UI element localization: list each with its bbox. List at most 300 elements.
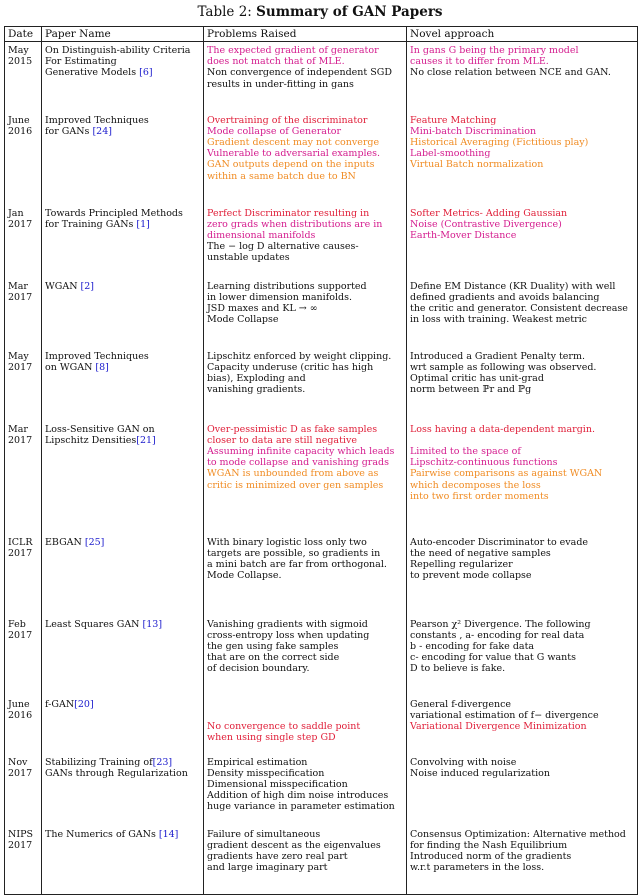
line-text: Loss-Sensitive GAN on (45, 423, 155, 435)
approach-line (410, 559, 634, 570)
cell-problems-raised (204, 534, 407, 616)
header-problems-raised: Problems Raised (204, 27, 407, 42)
line-text: Virtual Batch normalization (410, 159, 544, 171)
line-text: the need of negative samples (410, 547, 551, 559)
line-text: for Training GANs (45, 218, 137, 230)
problems-line (207, 757, 403, 768)
line-text: Capacity underuse (critic has high (207, 361, 374, 373)
date-line: June (8, 698, 30, 710)
date-line: June (8, 114, 30, 126)
line-text: into two first order moments (410, 490, 549, 502)
problems-line (207, 351, 403, 362)
problems-line (207, 230, 403, 241)
problems-line (207, 721, 403, 732)
line-text: norm between ℙr and ℙg (410, 384, 532, 396)
line-text: constants , a- encoding for real data (410, 629, 585, 641)
date-line: Nov (8, 756, 28, 768)
problems-line (207, 435, 403, 446)
approach-line (410, 630, 634, 641)
gan-papers-table (4, 26, 638, 895)
cell-problems-raised (204, 205, 407, 278)
paper-line (45, 45, 200, 56)
line-text: closer to data are still negative (207, 434, 357, 446)
problems-line (207, 281, 403, 292)
approach-line (410, 768, 634, 779)
line-text: Improved Techniques (45, 114, 149, 126)
approach-line (410, 641, 634, 652)
line-text: gradient descent as the eigenvalues (207, 839, 381, 851)
paper-line (45, 219, 200, 230)
line-text: bias), Exploding and (207, 372, 306, 384)
line-text: WGAN (45, 280, 81, 292)
date-line: 2015 (8, 56, 33, 68)
problems-line (207, 641, 403, 652)
line-text: f-GAN (45, 698, 75, 710)
line-text: Consensus Optimization: Alternative method (410, 828, 626, 840)
line-text: Assuming infinite capacity which leads (207, 445, 395, 457)
citation-link[interactable]: [13] (142, 618, 163, 630)
cell-date (5, 112, 42, 205)
approach-line (410, 373, 634, 384)
approach-line (410, 148, 634, 159)
line-text: targets are possible, so gradients in (207, 547, 381, 559)
problems-line (207, 137, 403, 148)
date-line: 2017 (8, 291, 33, 303)
line-text: Overtraining of the discriminator (207, 114, 368, 126)
line-text: huge variance in parameter estimation (207, 801, 395, 813)
line-text: Feature Matching (410, 114, 497, 126)
cell-paper-name (42, 754, 204, 826)
paper-line (45, 126, 200, 137)
problems-line (207, 303, 403, 314)
line-text: For Estimating (45, 56, 117, 68)
line-text: the gen using fake samples (207, 640, 339, 652)
cell-novel-approach (407, 616, 638, 696)
problems-line (207, 537, 403, 548)
citation-link[interactable]: [14] (158, 828, 179, 840)
problems-line (207, 480, 403, 491)
cell-problems-raised (204, 421, 407, 534)
line-text: and large imaginary part (207, 862, 328, 874)
problems-line (207, 652, 403, 663)
line-text: Generative Models (45, 67, 140, 79)
problems-line (207, 384, 403, 395)
caption-title: Summary of GAN Papers (256, 4, 443, 20)
approach-line (410, 384, 634, 395)
line-text: vanishing gradients. (207, 384, 306, 396)
table-row (5, 534, 638, 616)
line-text: Mode collapse of Generator (207, 125, 342, 137)
line-text: to prevent mode collapse (410, 570, 532, 582)
line-text: Dimensional misspecification (207, 778, 348, 790)
cell-date (5, 278, 42, 348)
line-text: Vulnerable to adversarial examples. (207, 148, 381, 160)
line-text: Addition of high dim noise introduces (207, 790, 389, 802)
cell-date (5, 616, 42, 696)
line-text: for finding the Nash Equilibrium (410, 839, 568, 851)
approach-line (410, 362, 634, 373)
line-text: Convolving with noise (410, 756, 517, 768)
citation-link[interactable]: [20] (74, 698, 94, 710)
problems-line (207, 619, 403, 630)
problems-line (207, 241, 403, 252)
approach-line (410, 619, 634, 630)
date-line: May (8, 350, 29, 362)
line-text: within a same batch due to BN (207, 170, 356, 182)
problems-line (207, 252, 403, 263)
problems-line (207, 67, 403, 78)
line-text: JSD maxes and KL → ∞ (207, 302, 318, 314)
line-text: WGAN is unbounded from above as (207, 468, 379, 480)
line-text: On Distinguish-ability Criteria (45, 45, 191, 56)
problems-line (207, 446, 403, 457)
cell-novel-approach (407, 754, 638, 826)
line-text: Failure of simultaneous (207, 828, 321, 840)
table-body (5, 42, 638, 895)
approach-line (410, 446, 634, 457)
approach-line (410, 115, 634, 126)
line-text: Density misspecification (207, 767, 325, 779)
approach-line (410, 281, 634, 292)
line-text: which decomposes the loss (410, 479, 541, 491)
line-text: No convergence to saddle point (207, 720, 361, 732)
line-text: Non convergence of independent SGD (207, 67, 392, 79)
approach-line (410, 56, 634, 67)
cell-novel-approach (407, 826, 638, 895)
date-line: Feb (8, 618, 26, 630)
line-text: results in under-fitting in gans (207, 78, 354, 90)
paper-line (45, 435, 200, 446)
paper-line (45, 829, 200, 840)
line-text: Repelling regularizer (410, 558, 513, 570)
problems-line (207, 45, 403, 56)
problems-line (207, 115, 403, 126)
cell-date (5, 534, 42, 616)
problems-line (207, 570, 403, 581)
cell-paper-name (42, 278, 204, 348)
approach-line (410, 303, 634, 314)
line-text: Improved Techniques (45, 350, 149, 362)
line-text: The expected gradient of generator (207, 45, 379, 56)
cell-paper-name (42, 534, 204, 616)
date-line: 2017 (8, 361, 33, 373)
line-text: causes it to differ from MLE. (410, 56, 549, 68)
line-text: to mode collapse and vanishing grads (207, 457, 389, 469)
line-text: Lipschitz enforced by weight clipping. (207, 350, 392, 362)
header-paper-name: Paper Name (42, 27, 204, 42)
table-row (5, 826, 638, 895)
approach-line (410, 137, 634, 148)
approach-line (410, 351, 634, 362)
problems-line (207, 699, 403, 710)
paper-line (45, 757, 200, 768)
problems-line (207, 373, 403, 384)
paper-line (45, 56, 200, 67)
line-text: Empirical estimation (207, 756, 308, 768)
cell-paper-name (42, 696, 204, 754)
cell-problems-raised (204, 826, 407, 895)
paper-line (45, 351, 200, 362)
cell-paper-name (42, 348, 204, 421)
line-text: Limited to the space of (410, 445, 521, 457)
line-text: Label-smoothing (410, 148, 491, 160)
line-text: The − log D alternative causes- (207, 241, 359, 253)
table-row (5, 696, 638, 754)
line-text: Gradient descent may not converge (207, 136, 380, 148)
citation-link[interactable]: [1] (136, 218, 150, 230)
line-text: in loss with training. Weakest metric (410, 314, 588, 326)
paper-line (45, 537, 200, 548)
citation-link[interactable]: [25] (84, 536, 105, 548)
citation-link[interactable]: [2] (80, 280, 95, 292)
cell-novel-approach (407, 205, 638, 278)
line-text: Perfect Discriminator resulting in (207, 207, 370, 219)
approach-line (410, 721, 634, 732)
problems-line (207, 548, 403, 559)
line-text: Mode Collapse. (207, 570, 282, 582)
paper-line (45, 768, 200, 779)
cell-date (5, 421, 42, 534)
line-text: GANs through Regularization (45, 767, 188, 779)
problems-line (207, 732, 403, 743)
problems-line (207, 292, 403, 303)
cell-novel-approach (407, 421, 638, 534)
line-text: for GANs (45, 125, 93, 137)
line-text: Historical Averaging (Fictitious play) (410, 136, 589, 148)
problems-line (207, 424, 403, 435)
citation-link[interactable]: [6] (139, 67, 153, 79)
problems-line (207, 468, 403, 479)
cell-novel-approach (407, 534, 638, 616)
line-text: defined gradients and avoids balancing (410, 291, 600, 303)
cell-date (5, 205, 42, 278)
line-text: Lipschitz-continuous functions (410, 457, 558, 469)
line-text: In gans G being the primary model (410, 45, 579, 56)
cell-date (5, 42, 42, 112)
table-row (5, 205, 638, 278)
table-row (5, 421, 638, 534)
approach-line (410, 468, 634, 479)
cell-paper-name (42, 112, 204, 205)
citation-link[interactable]: [23] (152, 756, 173, 768)
approach-line (410, 45, 634, 56)
line-text: Least Squares GAN (45, 618, 143, 630)
approach-line (410, 710, 634, 721)
citation-link[interactable]: [24] (92, 125, 112, 137)
problems-line (207, 219, 403, 230)
problems-line (207, 840, 403, 851)
approach-line (410, 457, 634, 468)
approach-line (410, 159, 634, 170)
approach-line (410, 663, 634, 674)
paper-line (45, 115, 200, 126)
problems-line (207, 710, 403, 721)
line-text: Stabilizing Training of (45, 756, 153, 768)
cell-date (5, 348, 42, 421)
approach-line (410, 537, 634, 548)
line-text: of decision boundary. (207, 663, 310, 675)
line-text: c- encoding for value that G wants (410, 652, 576, 664)
approach-line (410, 851, 634, 862)
line-text: General f-divergence (410, 698, 512, 710)
cell-novel-approach (407, 278, 638, 348)
problems-line (207, 56, 403, 67)
line-text: Pearson χ² Divergence. The following (410, 618, 591, 630)
line-text: dimensional manifolds (207, 229, 316, 241)
header-date: Date (5, 27, 42, 42)
line-text: Define EM Distance (KR Duality) with well (410, 280, 616, 292)
table-row (5, 278, 638, 348)
line-text: Pairwise comparisons as against WGAN (410, 468, 603, 480)
approach-line (410, 67, 634, 78)
problems-line (207, 159, 403, 170)
problems-line (207, 768, 403, 779)
problems-line (207, 362, 403, 373)
approach-line (410, 840, 634, 851)
line-text: Noise (Contrastive Divergence) (410, 218, 562, 230)
line-text: w.r.t parameters in the loss. (410, 862, 545, 874)
line-text: Noise induced regularization (410, 767, 550, 779)
cell-problems-raised (204, 348, 407, 421)
paper-line (45, 424, 200, 435)
cell-problems-raised (204, 112, 407, 205)
date-line: Jan (8, 207, 24, 219)
date-line: Mar (8, 280, 28, 292)
paper-line (45, 281, 200, 292)
line-text: Introduced norm of the gradients (410, 850, 572, 862)
approach-line (410, 219, 634, 230)
line-text: variational estimation of f− divergence (410, 709, 599, 721)
line-text: wrt sample as following was observed. (410, 361, 597, 373)
date-line: 2017 (8, 434, 33, 446)
line-text: Mode Collapse (207, 314, 279, 326)
header-novel-approach: Novel approach (407, 27, 638, 42)
line-text: Loss having a data-dependent margin. (410, 423, 595, 435)
approach-line (410, 314, 634, 325)
line-text: when using single step GD (207, 732, 336, 744)
approach-line (410, 652, 634, 663)
table-row (5, 42, 638, 112)
line-text: Introduced a Gradient Penalty term. (410, 350, 585, 362)
date-line: 2016 (8, 709, 33, 721)
cell-novel-approach (407, 348, 638, 421)
line-text: Auto-encoder Discriminator to evade (410, 536, 589, 548)
table-caption (0, 4, 640, 20)
caption-prefix: Table 2: (197, 4, 257, 20)
table-row (5, 112, 638, 205)
line-text: in lower dimension manifolds. (207, 291, 352, 303)
paper-line (45, 699, 200, 710)
line-text: The Numerics of GANs (45, 828, 159, 840)
line-text: GAN outputs depend on the inputs (207, 159, 375, 171)
table-row (5, 616, 638, 696)
approach-line (410, 208, 634, 219)
problems-line (207, 630, 403, 641)
date-line: 2017 (8, 839, 33, 851)
problems-line (207, 663, 403, 674)
problems-line (207, 314, 403, 325)
problems-line (207, 559, 403, 570)
date-line: 2017 (8, 218, 33, 230)
approach-line (410, 230, 634, 241)
problems-line (207, 457, 403, 468)
cell-problems-raised (204, 696, 407, 754)
citation-link[interactable]: [8] (95, 361, 109, 373)
line-text: unstable updates (207, 252, 290, 264)
approach-line (410, 292, 634, 303)
date-line: 2016 (8, 125, 33, 137)
line-text: With binary logistic loss only two (207, 536, 367, 548)
problems-line (207, 208, 403, 219)
date-line: May (8, 45, 29, 56)
table-row (5, 348, 638, 421)
date-line: 2017 (8, 547, 33, 559)
problems-line (207, 126, 403, 137)
problems-line (207, 790, 403, 801)
line-text: No close relation between NCE and GAN. (410, 67, 611, 79)
line-text: critic is minimized over gen samples (207, 479, 384, 491)
date-line: NIPS (8, 828, 33, 840)
table-row (5, 754, 638, 826)
problems-line (207, 148, 403, 159)
cell-paper-name (42, 42, 204, 112)
paper-line (45, 619, 200, 630)
line-text: EBGAN (45, 536, 85, 548)
cell-problems-raised (204, 278, 407, 348)
problems-line (207, 801, 403, 812)
line-text: that are on the correct side (207, 652, 340, 664)
problems-line (207, 829, 403, 840)
approach-line (410, 757, 634, 768)
cell-date (5, 826, 42, 895)
citation-link[interactable]: [21] (136, 434, 156, 446)
date-line: ICLR (8, 536, 33, 548)
line-text: Lipschitz Densities (45, 434, 137, 446)
cell-paper-name (42, 421, 204, 534)
paper-line (45, 208, 200, 219)
table-header-row (5, 27, 638, 42)
line-text: on WGAN (45, 361, 96, 373)
date-line: Mar (8, 423, 28, 435)
line-text: a mini batch are far from orthogonal. (207, 558, 387, 570)
approach-line (410, 491, 634, 502)
paper-line (45, 67, 200, 78)
cell-novel-approach (407, 696, 638, 754)
line-text: Variational Divergence Minimization (410, 720, 587, 732)
cell-problems-raised (204, 754, 407, 826)
problems-line (207, 851, 403, 862)
line-text: does not match that of MLE. (207, 56, 345, 68)
cell-paper-name (42, 205, 204, 278)
date-line: 2017 (8, 629, 33, 641)
line-text: b - encoding for fake data (410, 640, 535, 652)
cell-paper-name (42, 616, 204, 696)
problems-line (207, 171, 403, 182)
cell-paper-name (42, 826, 204, 895)
line-text: gradients have zero real part (207, 850, 348, 862)
approach-line (410, 480, 634, 491)
cell-date (5, 754, 42, 826)
cell-novel-approach (407, 112, 638, 205)
line-text: Learning distributions supported (207, 280, 367, 292)
approach-line (410, 829, 634, 840)
line-text: Vanishing gradients with sigmoid (207, 618, 368, 630)
line-text: Over-pessimistic D as fake samples (207, 423, 378, 435)
cell-date (5, 696, 42, 754)
problems-line (207, 79, 403, 90)
date-line: 2017 (8, 767, 33, 779)
cell-problems-raised (204, 616, 407, 696)
